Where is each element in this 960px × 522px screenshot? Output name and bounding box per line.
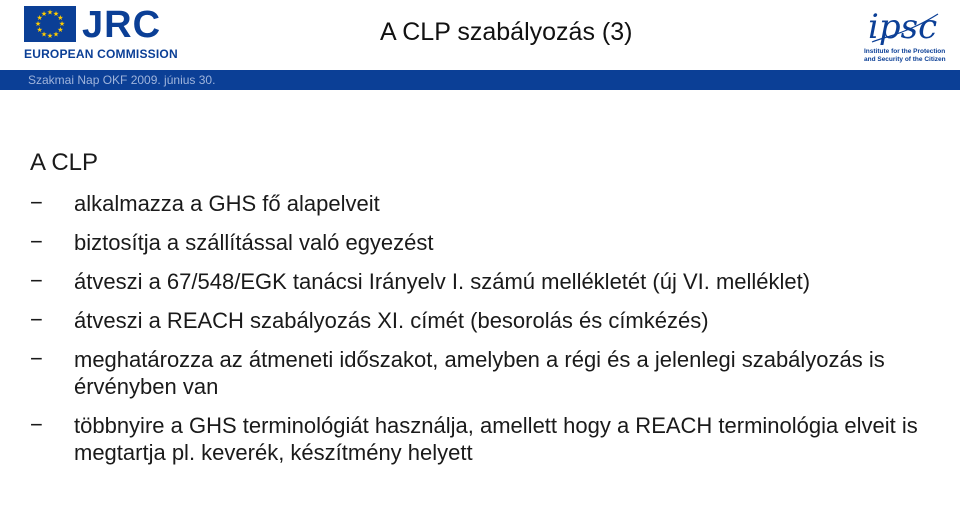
svg-text:★: ★ xyxy=(57,26,64,35)
bullet-item xyxy=(30,268,940,295)
bullet-item xyxy=(30,229,940,256)
svg-text:★: ★ xyxy=(40,30,48,39)
ipsc-wordmark: ipsc xyxy=(868,7,938,47)
slide-body xyxy=(30,148,940,478)
bullet-list xyxy=(30,190,940,466)
bullet-dash: − xyxy=(30,190,43,215)
svg-text:★: ★ xyxy=(57,14,64,23)
svg-text:★: ★ xyxy=(52,10,60,18)
bullet-item xyxy=(30,346,940,400)
slide-header xyxy=(0,0,960,70)
svg-text:★: ★ xyxy=(40,10,48,18)
eu-flag-icon xyxy=(24,6,76,42)
svg-text:★: ★ xyxy=(34,20,42,29)
jrc-wordmark: JRC xyxy=(82,4,162,46)
svg-text:★: ★ xyxy=(46,32,54,40)
svg-text:★: ★ xyxy=(46,8,54,17)
bullet-dash: − xyxy=(30,346,43,371)
bullet-dash: − xyxy=(30,412,43,437)
ipsc-logo xyxy=(862,2,956,66)
bullet-text: meghatározza az átmeneti időszakot, amelyben a régi és a jelenlegi szabályozás is érvényben van xyxy=(74,347,885,399)
bullet-item xyxy=(30,190,940,217)
bullet-dash: − xyxy=(30,268,43,293)
body-heading: A CLP xyxy=(30,149,99,176)
bullet-item xyxy=(30,412,940,466)
ipsc-caption: Institute for the Protection and Security of the Citizen xyxy=(864,48,946,63)
bullet-dash: − xyxy=(30,229,43,254)
bullet-text: többnyire a GHS terminológiát használja, amellett hogy a REACH terminológia elveit is megtartja pl. keverék, készítmény helyett xyxy=(74,413,918,465)
bullet-text: alkalmazza a GHS fő alapelveit xyxy=(74,191,380,216)
bullet-text: biztosítja a szállítással való egyezést xyxy=(74,230,434,255)
bullet-text: átveszi a REACH szabályozás XI. címét (besorolás és címkézés) xyxy=(74,308,709,333)
slide-title: A CLP szabályozás (3) xyxy=(380,18,633,46)
svg-text:★: ★ xyxy=(58,20,66,29)
jrc-logo xyxy=(24,4,178,62)
header-band xyxy=(0,70,960,90)
bullet-text: átveszi a 67/548/EGK tanácsi Irányelv I. számú mellékletét (új VI. melléklet) xyxy=(74,269,811,294)
svg-text:★: ★ xyxy=(36,26,43,35)
ipsc-logo-icon xyxy=(862,2,956,48)
european-commission-label: EUROPEAN COMMISSION xyxy=(24,47,178,61)
bullet-item xyxy=(30,307,940,334)
svg-text:★: ★ xyxy=(36,14,43,23)
bullet-dash: − xyxy=(30,307,43,332)
event-label: Szakmai Nap OKF 2009. június 30. xyxy=(28,73,216,87)
svg-text:★: ★ xyxy=(52,30,60,39)
